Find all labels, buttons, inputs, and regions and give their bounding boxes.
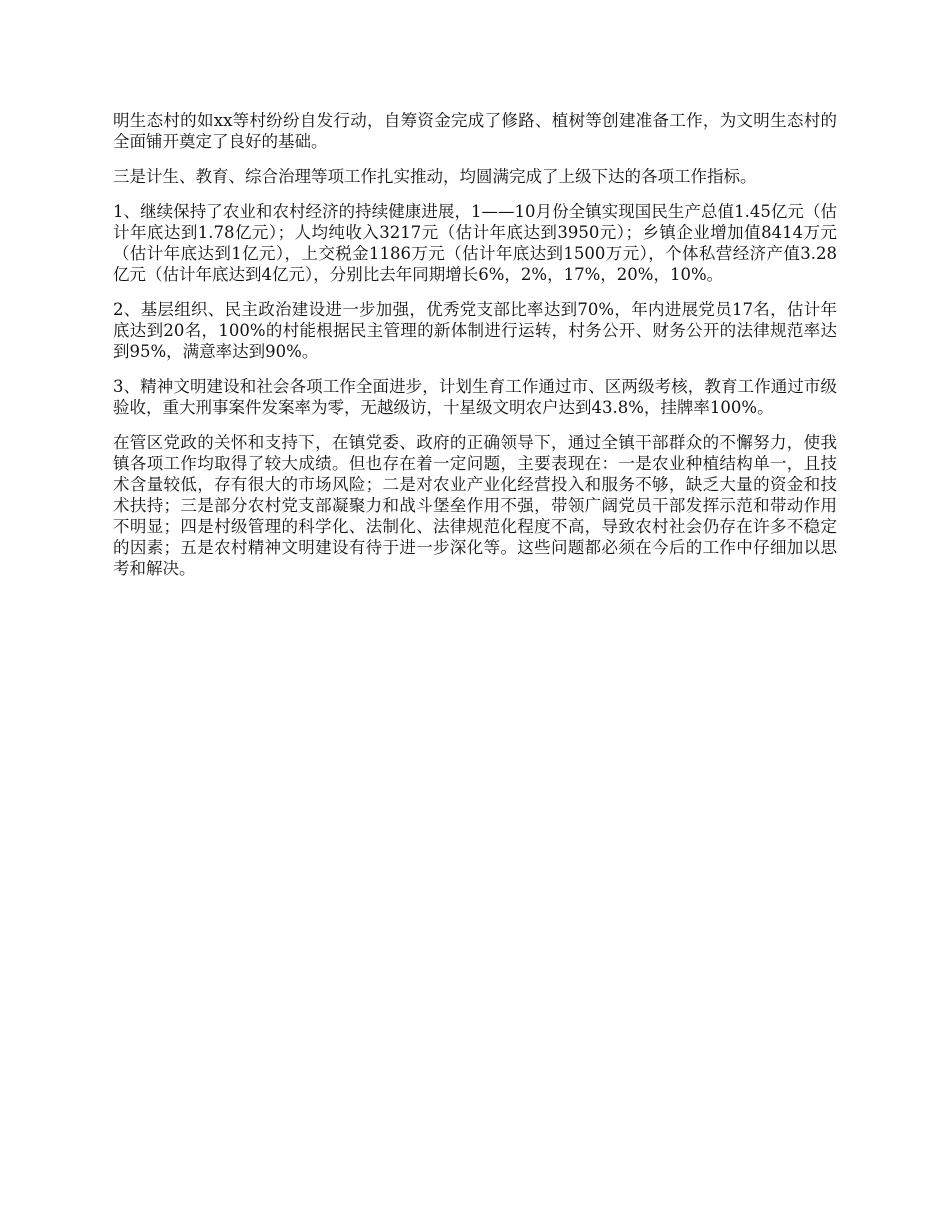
paragraph-5: 3、精神文明建设和社会各项工作全面进步，计划生育工作通过市、区两级考核，教育工作通过市级验收，重大刑事案件发案率为零，无越级访，十星级文明农户达到43.8%，挂牌率100%。	[113, 377, 837, 417]
paragraph-1: 明生态村的如xx等村纷纷自发行动，自筹资金完成了修路、植树等创建准备工作，为文明生态村的全面铺开奠定了良好的基础。	[113, 111, 837, 151]
paragraph-2: 三是计生、教育、综合治理等项工作扎实推动，均圆满完成了上级下达的各项工作指标。	[113, 167, 757, 186]
paragraph-6: 在管区党政的关怀和支持下，在镇党委、政府的正确领导下，通过全镇干部群众的不懈努力，使我镇各项工作均取得了较大成绩。但也存在着一定问题，主要表现在：一是农业种植结构单一，且技术含量较低，存有很大的市场风险；二是对农业产业化经营投入和服务不够，缺乏大量的资金和技术扶持；三是部分农村党支部凝聚力和战斗堡垒作用不强，带领广阔党员干部发挥示范和带动作用不明显；四是村级管理的科学化、法制化、法律规范化程度不高，导致农村社会仍存在许多不稳定的因素；五是农村精神文明建设有待于进一步深化等。这些问题都必须在今后的工作中仔细加以思考和解决。	[113, 433, 837, 578]
paragraph-3: 1、继续保持了农业和农村经济的持续健康进展，1——10月份全镇实现国民生产总值1.45亿元（估计年底达到1.78亿元）；人均纯收入3217元（估计年底达到3950元）；乡镇企业增加值8414万元（估计年底达到1亿元），上交税金1186万元（估计年底达到1500万元），个体私营经济产值3.28亿元（估计年底达到4亿元），分别比去年同期增长6%，2%，17%，20%，10%。	[113, 202, 837, 284]
paragraph-4: 2、基层组织、民主政治建设进一步加强，优秀党支部比率达到70%，年内进展党员17名，估计年底达到20名，100%的村能根据民主管理的新体制进行运转，村务公开、财务公开的法律规范率达到95%，满意率达到90%。	[113, 300, 837, 361]
document-body	[113, 110, 837, 593]
